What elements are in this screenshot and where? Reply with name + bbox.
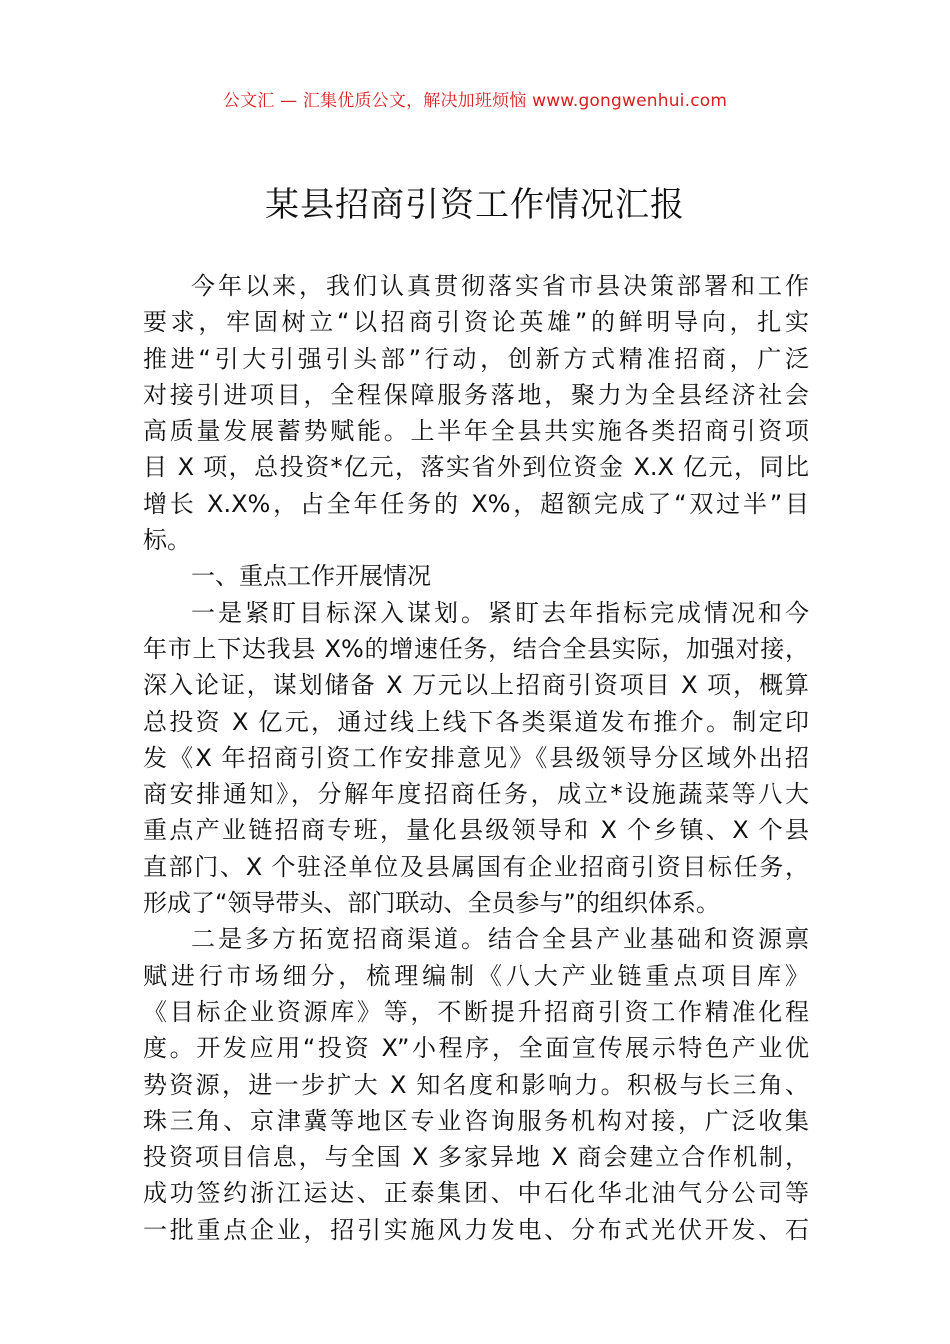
- paragraph-line: 高质量发展蓄势赋能。上半年全县共实施各类招商引资项: [143, 417, 809, 446]
- paragraph-line: 目 X 项，总投资*亿元，落实省外到位资金 X.X 亿元，同比: [143, 453, 809, 482]
- paragraph-line: 要求，牢固树立“以招商引资论英雄”的鲜明导向，扎实: [143, 308, 809, 337]
- paragraph-line: 今年以来，我们认真贯彻落实省市县决策部署和工作: [191, 272, 809, 300]
- paragraph-line: 对接引进项目，全程保障服务落地，聚力为全县经济社会: [143, 380, 809, 409]
- paragraph-line: 形成了“领导带头、部门联动、全员参与”的组织体系。: [143, 889, 720, 918]
- header-banner: 公文汇 — 汇集优质公文，解决加班烦恼 www.gongwenhui.com: [222, 91, 728, 111]
- paragraph-line: 推进“引大引强引头部”行动，创新方式精准招商，广泛: [143, 344, 809, 373]
- paragraph-line: 成功签约浙江运达、正泰集团、中石化华北油气分公司等: [143, 1179, 809, 1208]
- paragraph-line: 《目标企业资源库》等，不断提升招商引资工作精准化程: [143, 997, 809, 1026]
- document-title: 某县招商引资工作情况汇报: [265, 185, 685, 225]
- paragraph-line: 深入论证，谋划储备 X 万元以上招商引资项目 X 项，概算: [143, 671, 809, 700]
- paragraph-line: 珠三角、京津冀等地区专业咨询服务机构对接，广泛收集: [143, 1106, 809, 1135]
- paragraph-line: 商安排通知》，分解年度招商任务，成立*设施蔬菜等八大: [143, 780, 809, 809]
- paragraph-line: 势资源，进一步扩大 X 知名度和影响力。积极与长三角、: [143, 1070, 809, 1099]
- paragraph-line: 度。开发应用“投资 X”小程序，全面宣传展示特色产业优: [143, 1034, 809, 1063]
- paragraph-line: 投资项目信息，与全国 X 多家异地 X 商会建立合作机制，: [143, 1143, 809, 1172]
- paragraph-line: 赋进行市场细分，梳理编制《八大产业链重点项目库》: [143, 961, 809, 990]
- paragraph-line: 增长 X.X%，占全年任务的 X%，超额完成了“双过半”目: [143, 489, 809, 518]
- paragraph-line: 二是多方拓宽招商渠道。结合全县产业基础和资源禀: [191, 925, 809, 954]
- paragraph-line: 重点产业链招商专班，量化县级领导和 X 个乡镇、X 个县: [143, 816, 809, 845]
- paragraph-line: 总投资 X 亿元，通过线上线下各类渠道发布推介。制定印: [143, 707, 809, 736]
- paragraph-line: 直部门、X 个驻泾单位及县属国有企业招商引资目标任务，: [143, 852, 809, 881]
- paragraph-line: 发《X 年招商引资工作安排意见》《县级领导分区域外出招: [143, 743, 809, 772]
- section-heading: 一、重点工作开展情况: [191, 562, 431, 591]
- document-body: [143, 268, 809, 1248]
- paragraph-line: 标。: [143, 526, 191, 555]
- paragraph-line: 一批重点企业，招引实施风力发电、分布式光伏开发、石: [143, 1215, 809, 1244]
- paragraph-line: 年市上下达我县 X%的增速任务，结合全县实际，加强对接，: [143, 634, 809, 663]
- paragraph-line: 一是紧盯目标深入谋划。紧盯去年指标完成情况和今: [191, 598, 809, 627]
